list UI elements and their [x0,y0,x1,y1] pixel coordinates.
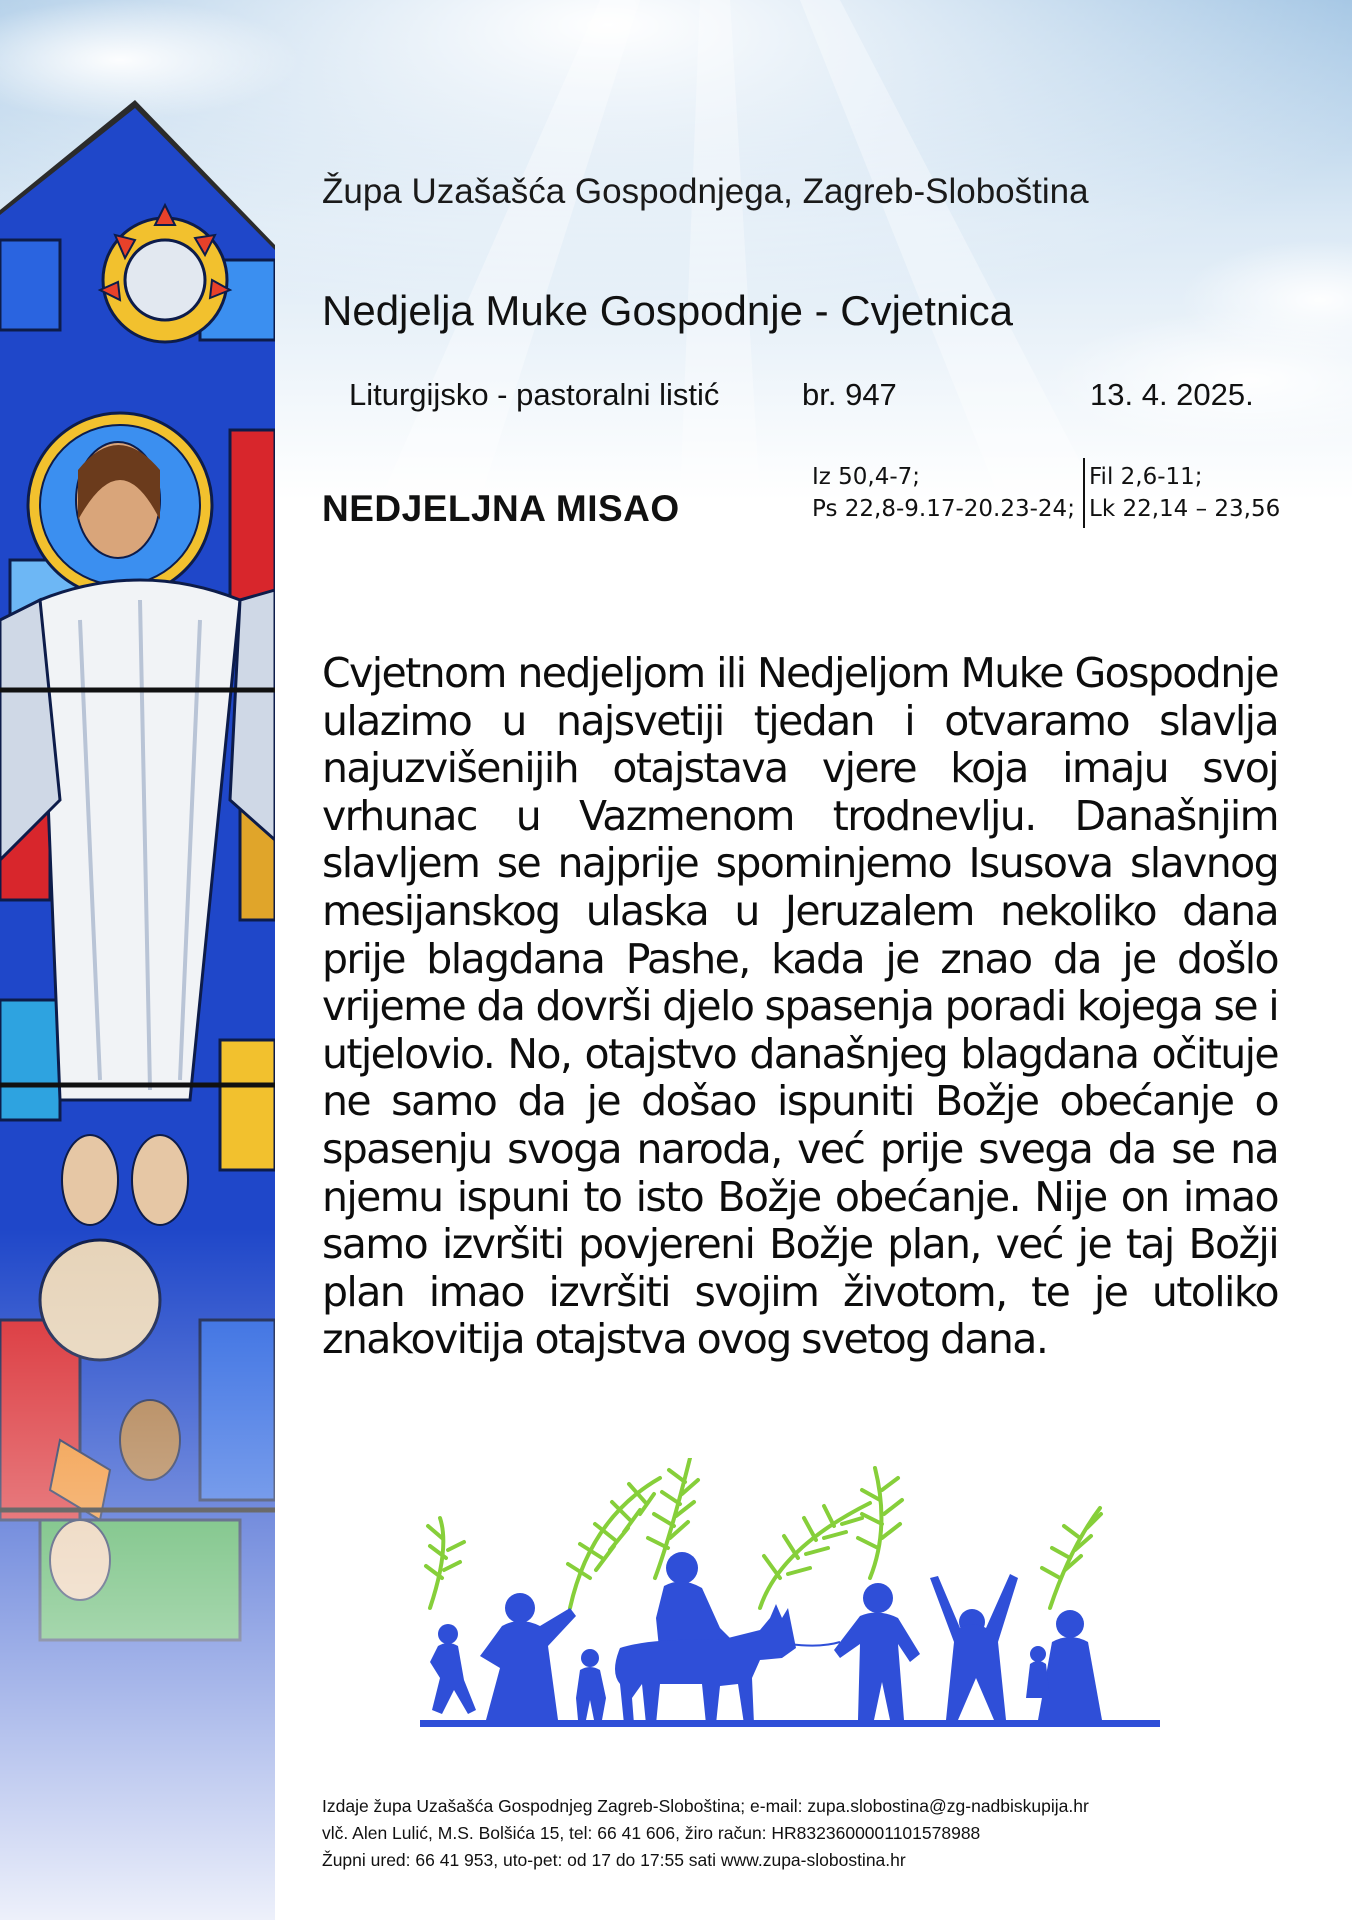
footer-office-hours: Župni ured: 66 41 953, uto-pet: od 17 do 17:55 sati www.zupa-slobostina.hr [322,1850,906,1870]
sunday-title: Nedjelja Muke Gospodnje - Cvjetnica [322,287,1014,334]
reading-reference: Ps 22,8-9.17-20.23-24; [812,496,1075,522]
disciple-silhouette [834,1583,920,1720]
crowd-silhouettes [420,1552,1160,1727]
reading-reference: Fil 2,6-11; [1089,464,1203,490]
child-silhouette [430,1624,476,1714]
palm-sunday-silhouette [420,1458,1180,1748]
reflection-text: Cvjetnom nedjeljom ili Nedjeljom Muke Gospodnje ulazimo u najsvetiji tjedan i otvaramo slavlja najuzvišenijih otajstava vjere koja imaju svoj vrhunac u Vazmenom trodnevlju. Današnjim slavljem se najprije spominjemo Isusova slavnog mesijanskog ulaska u Jeruzalem nekoliko dana prije blagdana Pashe, kada je znao da je došlo vrijeme da dovrši djelo spasenja poradi kojega se i utjelovio. No, otajstvo današnjeg blagdana očituje ne samo da je došao ispuniti Božje obećanje o spasenju svoga naroda, već prije svega da se na njemu ispuni to isto Božje obećanje. Nije on imao samo izvršiti povjereni Božje plan, već je taj Božji plan imao izvršiti svojim životom, te je utoliko znakovitija otajstva ovog svetog dana. [322,649,1278,1364]
bulletin-label: Liturgijsko - pastoralni listić [349,377,720,412]
reading-reference: Iz 50,4-7; [812,464,921,490]
parish-name: Župa Uzašašća Gospodnjega, Zagreb-Sloboština [322,172,1089,211]
footer-contact: vlč. Alen Lulić, M.S. Bolšića 15, tel: 66 41 606, žiro račun: HR8323600001101578988 [322,1823,981,1843]
reading-reference: Lk 22,14 – 23,56 [1089,496,1281,522]
section-heading: NEDJELJNA MISAO [322,488,680,529]
bulletin-number: br. 947 [802,377,897,412]
cheering-figure-silhouette [930,1574,1018,1720]
jesus-on-donkey-silhouette [615,1552,840,1724]
palm-branches [426,1458,1101,1608]
readings-divider [1083,458,1085,528]
ground-line [420,1720,1160,1727]
stained-glass-window [0,0,275,1920]
footer-publisher: Izdaje župa Uzašašća Gospodnjeg Zagreb-Sloboština; e-mail: zupa.slobostina@zg-nadbiskupija.hr [322,1796,1089,1816]
woman-silhouette [480,1593,576,1720]
small-child-silhouette [576,1649,606,1720]
mother-child-silhouette [1026,1610,1102,1720]
bulletin-date: 13. 4. 2025. [1090,377,1254,412]
footer [322,1793,1282,1874]
